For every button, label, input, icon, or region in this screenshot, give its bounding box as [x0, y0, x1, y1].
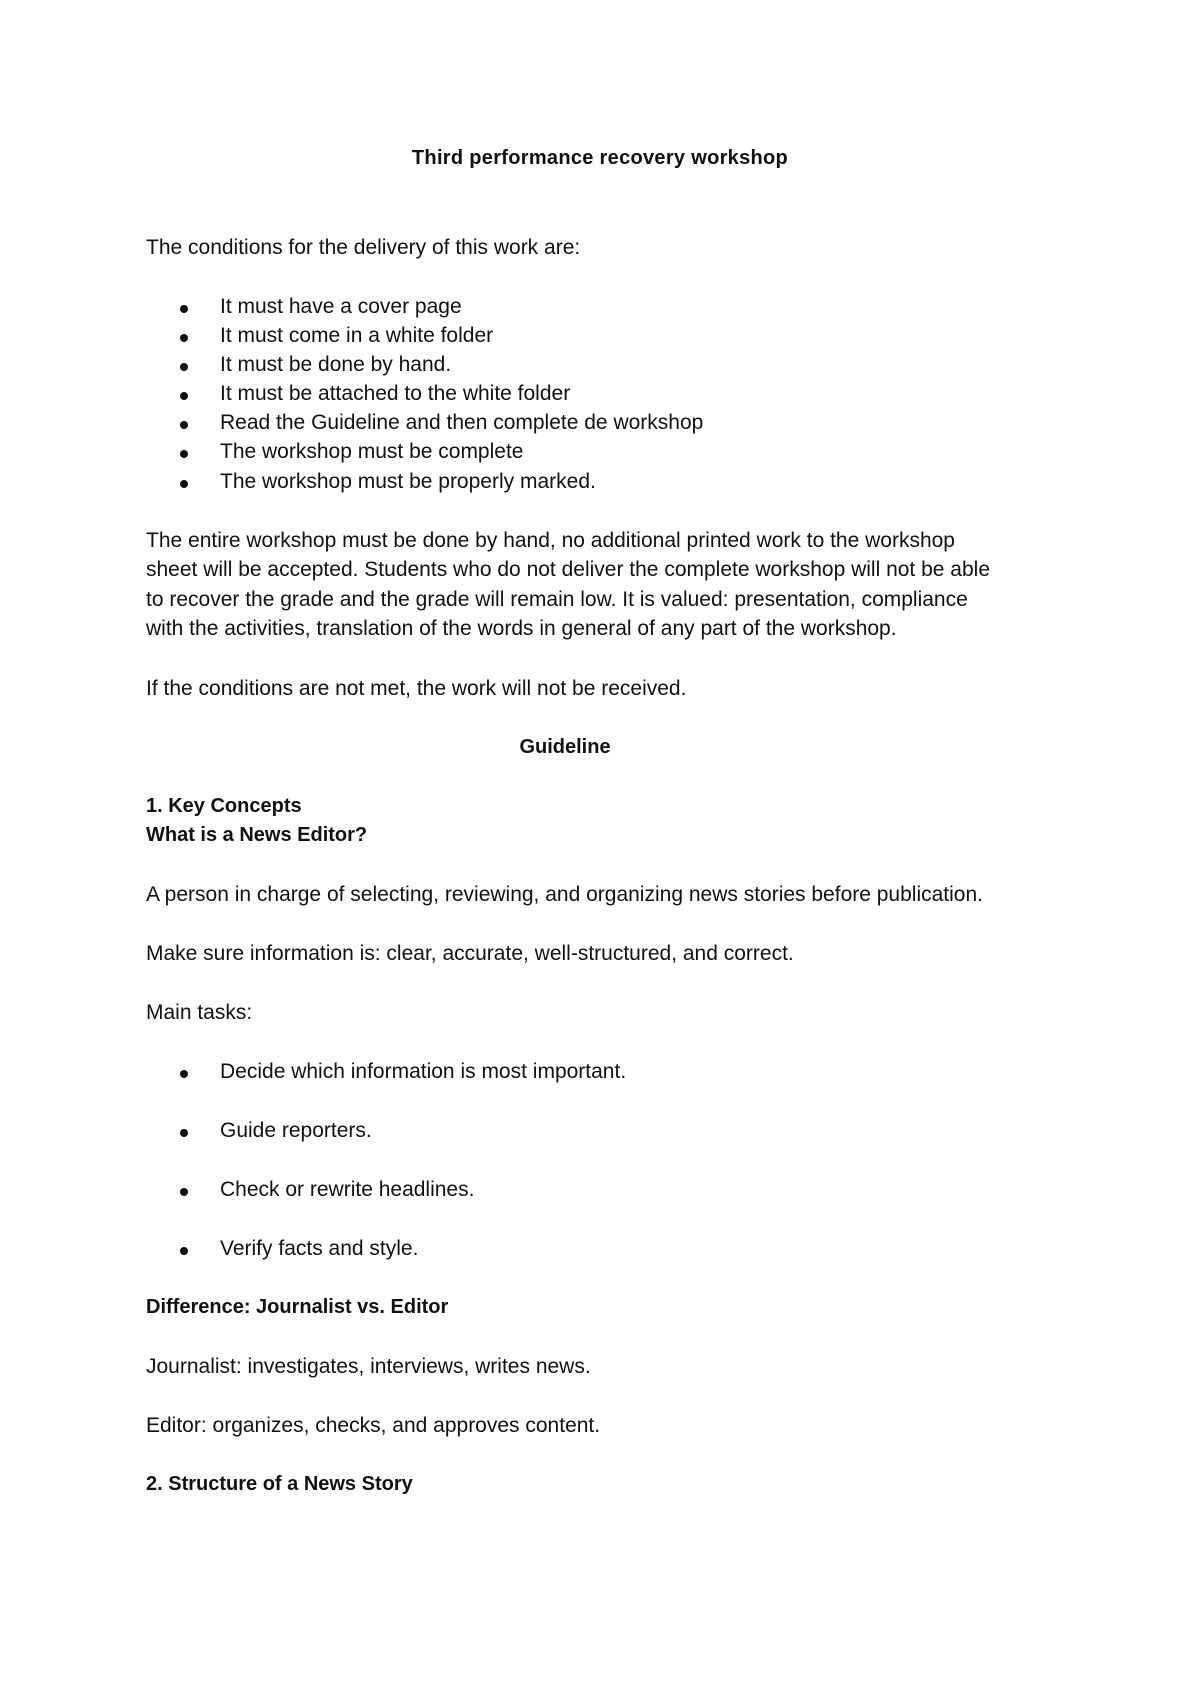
- bullet-icon: [180, 392, 188, 400]
- paragraph-line: sheet will be accepted. Students who do not deliver the complete workshop will not be able: [146, 558, 990, 581]
- section-heading-structure: 2. Structure of a News Story: [146, 1473, 413, 1495]
- bullet-icon: [180, 450, 188, 458]
- document-page: Third performance recovery workshop The conditions for the delivery of this work are: It must have a cover page It must come in a white folder It must be done by hand. It must be attached to the white folder Read the Guideline and then complete de workshop The workshop must be complete The workshop must be properly marked. The entire workshop must be done by hand, no additional printed work to the workshop sheet will be accepted. Students who do not deliver the complete workshop will not be able to recover the grade and the grade will remain low. It is valued: presentation, compliance with the activities, translation of the words in general of any part of the workshop. If the conditions are not met, the work will not be received. Guideline 1. Key Concepts What is a News Editor? A person in charge of selecting, reviewing, and organizing news stories before publication. Make sure information is: clear, accurate, well-structured, and correct. Main tasks: Decide which information is most important. Guide reporters. Check or rewrite headlines. Verify facts and style. Difference: Journalist vs. Editor Journalist: investigates, interviews, writes news. Editor: organizes, checks, and approves content. 2. Structure of a News Story: [0, 0, 1200, 1696]
- make-sure-text: Make sure information is: clear, accurate, well-structured, and correct.: [146, 942, 794, 965]
- journalist-text: Journalist: investigates, interviews, writes news.: [146, 1355, 591, 1378]
- bullet-icon: [180, 1070, 188, 1078]
- main-tasks-label: Main tasks:: [146, 1001, 253, 1024]
- bullet-icon: [180, 1247, 188, 1255]
- conditions-not-met: If the conditions are not met, the work will not be received.: [146, 677, 687, 700]
- paragraph-line: with the activities, translation of the words in general of any part of the workshop.: [146, 617, 897, 640]
- editor-text: Editor: organizes, checks, and approves content.: [146, 1414, 601, 1437]
- bullet-icon: [180, 1188, 188, 1196]
- bullet-icon: [180, 480, 188, 488]
- bullet-icon: [180, 363, 188, 371]
- paragraph-line: to recover the grade and the grade will remain low. It is valued: presentation, compliance: [146, 588, 968, 611]
- subheading-news-editor: What is a News Editor?: [146, 824, 368, 846]
- paragraph-line: The entire workshop must be done by hand, no additional printed work to the workshop: [146, 529, 955, 552]
- section-heading-key-concepts: 1. Key Concepts: [146, 795, 302, 817]
- difference-heading: Difference: Journalist vs. Editor: [146, 1296, 449, 1318]
- bullet-icon: [180, 421, 188, 429]
- conditions-intro: The conditions for the delivery of this work are:: [146, 236, 581, 259]
- definition-text: A person in charge of selecting, reviewing, and organizing news stories before publication.: [146, 883, 983, 906]
- bullet-icon: [180, 305, 188, 313]
- bullet-icon: [180, 1129, 188, 1137]
- page-title: Third performance recovery workshop: [411, 147, 789, 169]
- guideline-heading: Guideline: [519, 736, 611, 758]
- bullet-icon: [180, 334, 188, 342]
